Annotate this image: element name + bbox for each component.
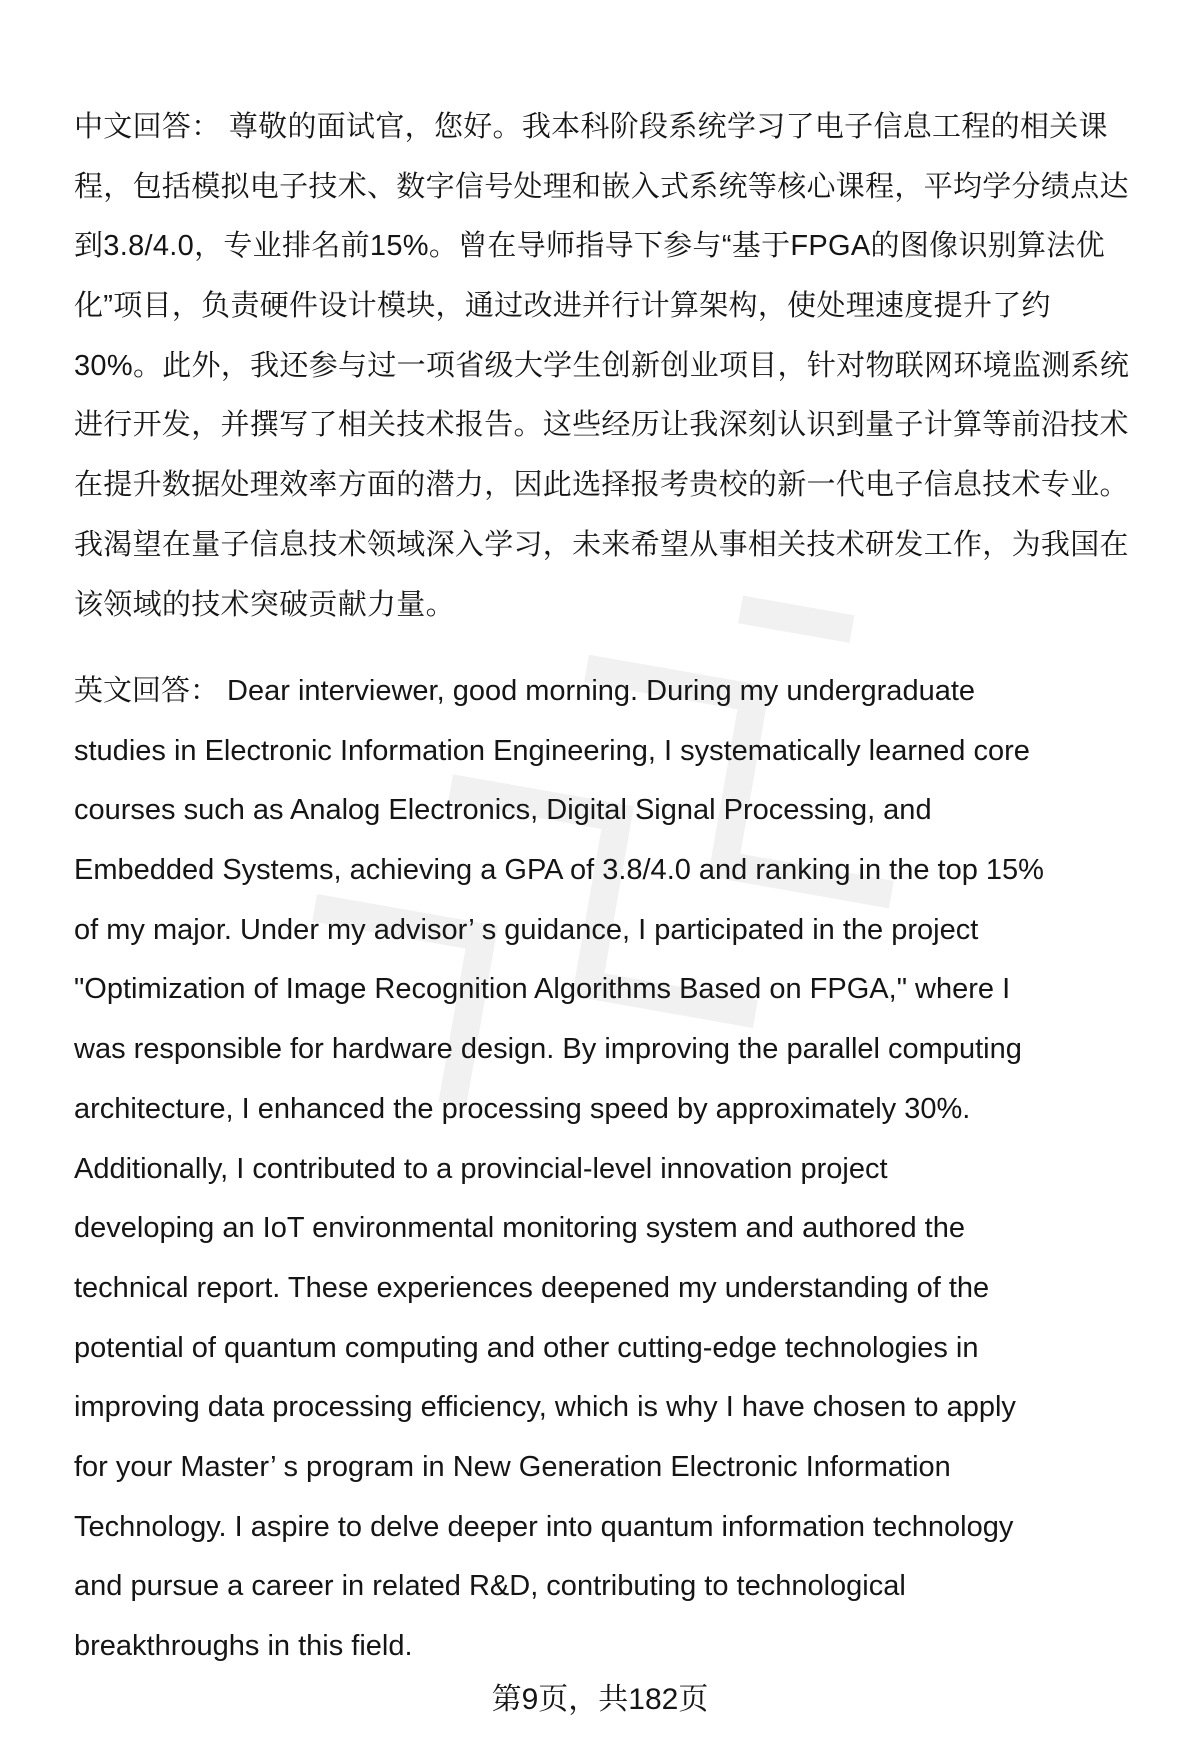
text-line: was responsible for hardware design. By improving the parallel computing [74, 1033, 1022, 1066]
text-line: studies in Electronic Information Engineering, I systematically learned core [74, 734, 1030, 767]
text-line: technical report. These experiences deepened my understanding of the [74, 1271, 990, 1304]
text-line: of my major. Under my advisor’ s guidance, I participated in the project [74, 913, 979, 946]
text-line: 化”项目，负责硬件设计模块，通过改进并行计算架构，使处理速度提升了约 [74, 290, 1051, 323]
text-line: and pursue a career in related R&D, contributing to technological [74, 1570, 906, 1603]
text-line: Technology. I aspire to delve deeper into quantum information technology [74, 1510, 1014, 1543]
text-line: 该领域的技术突破贡献力量。 [74, 588, 455, 621]
text-line: 30%。此外，我还参与过一项省级大学生创新创业项目，针对物联网环境监测系统 [74, 349, 1130, 382]
text-line: 程，包括模拟电子技术、数字信号处理和嵌入式系统等核心课程，平均学分绩点达 [74, 170, 1129, 203]
text-line: improving data processing efficiency, which is why I have chosen to apply [74, 1391, 1016, 1424]
text-line: 到3.8/4.0，专业排名前15%。曾在导师指导下参与“基于FPGA的图像识别算法优 [74, 230, 1105, 263]
chinese-answer-paragraph [74, 98, 1154, 635]
english-answer-paragraph [74, 662, 1154, 1677]
text-line: 中文回答： 尊敬的面试官，您好。我本科阶段系统学习了电子信息工程的相关课 [74, 111, 1108, 143]
text-line: Additionally, I contributed to a provincial-level innovation project [74, 1152, 888, 1185]
text-line: Embedded Systems, achieving a GPA of 3.8/4.0 and ranking in the top 15% [74, 854, 1044, 887]
text-line: breakthroughs in this field. [74, 1630, 413, 1662]
text-line: "Optimization of Image Recognition Algorithms Based on FPGA," where I [74, 973, 1011, 1006]
text-line: developing an IoT environmental monitoring system and authored the [74, 1212, 965, 1245]
text-line: 进行开发，并撰写了相关技术报告。这些经历让我深刻认识到量子计算等前沿技术 [74, 409, 1129, 442]
text-line: for your Master’ s program in New Generation Electronic Information [74, 1450, 951, 1483]
page-indicator: 第9页，共182页 [491, 1683, 709, 1716]
text-line: potential of quantum computing and other cutting-edge technologies in [74, 1331, 979, 1364]
text-line: 我渴望在量子信息技术领域深入学习，未来希望从事相关技术研发工作，为我国在 [74, 528, 1129, 561]
text-line: courses such as Analog Electronics, Digital Signal Processing, and [74, 794, 932, 827]
text-line: architecture, I enhanced the processing speed by approximately 30%. [74, 1092, 971, 1125]
text-line: 在提升数据处理效率方面的潜力，因此选择报考贵校的新一代电子信息技术专业。 [74, 469, 1129, 502]
text-line: 英文回答： Dear interviewer, good morning. During my undergraduate [74, 675, 976, 707]
